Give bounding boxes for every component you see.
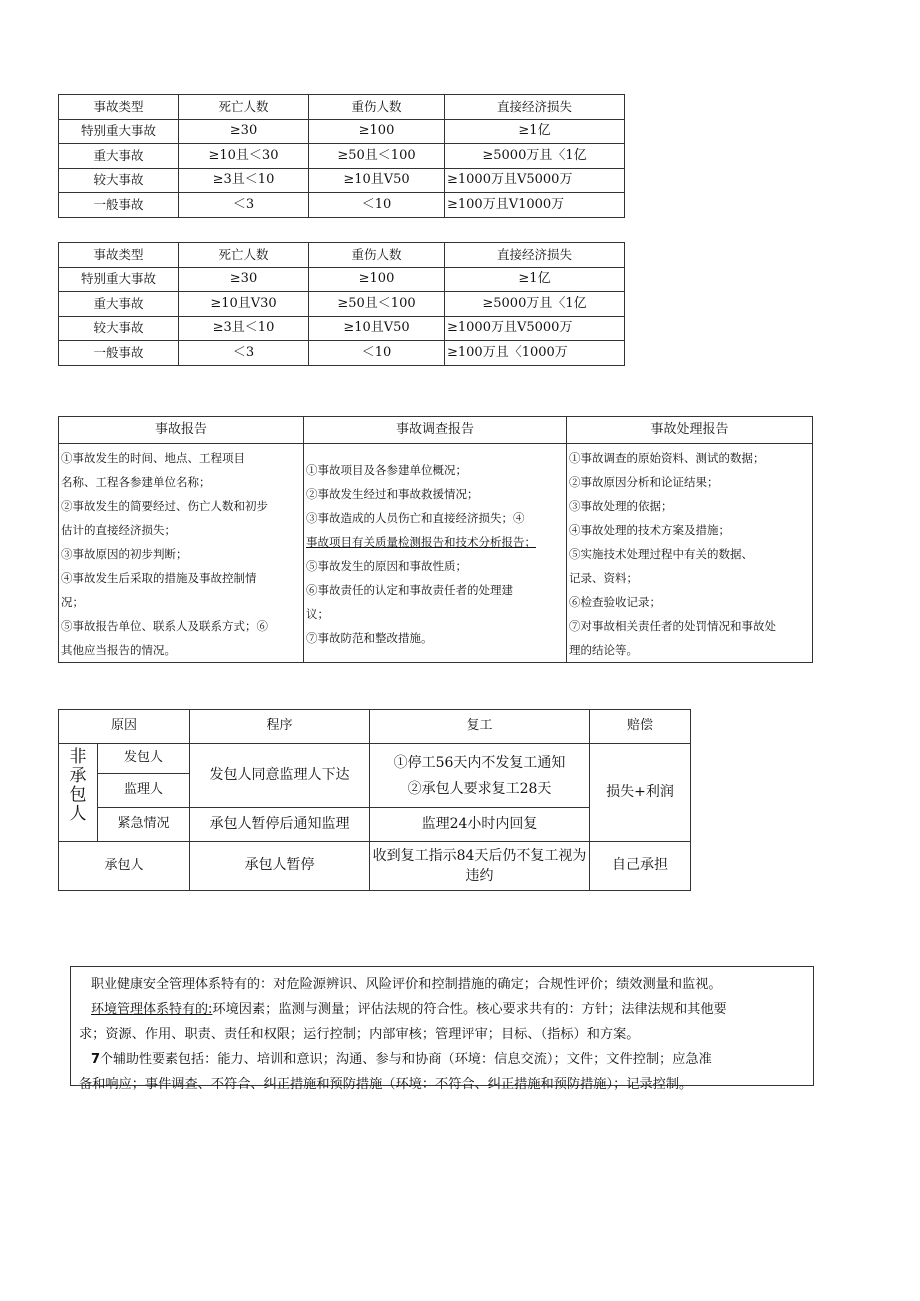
table-cell: 较大事故 [59,316,179,341]
text-line: ⑦对事故相关责任者的处罚情况和事故处 [569,619,776,633]
header-cell: 复工 [370,710,590,744]
text-line: ⑥检查验收记录； [569,595,661,609]
non-contractor-label: 非承包人 [69,747,87,824]
table-cell: 紧急情况 [98,808,190,842]
header-cell: 事故报告 [59,417,304,444]
table-cell: ＜10 [309,193,445,218]
header-cell: 赔偿 [590,710,691,744]
table-row [59,144,625,169]
header-cell: 事故处理报告 [567,417,813,444]
text-line: ①事故调查的原始资料、测试的数据； [569,451,765,465]
text-line: ⑦事故防范和整改措施。 [306,631,433,645]
text-line: 其他应当报告的情况。 [61,643,176,657]
table-cell: 收到复工指示84天后仍不复工视为违约 [370,842,590,891]
aux-text: ：能力、培训和意识；沟通、参与和协商（环境：信息交流）；文件；文件控制；应急准 [204,1052,712,1067]
table-cell: 监理人 [98,774,190,808]
table-cell: 发包人同意监理人下达 [190,744,370,808]
table-cell: 重大事故 [59,292,179,317]
table-cell: ≥50且＜100 [309,144,445,169]
investigation-report-content [304,444,567,663]
table-cell: ≥1亿 [445,267,625,292]
ohs-text: ：对危险源辨识、风险评价和控制措施的确定；合规性评价；绩效测量和监视。 [260,977,722,992]
text-line: ①事故项目及各参建单位概况； [306,463,467,477]
table-cell: ≥100 [309,267,445,292]
aux-label: 个辅助性要素包括 [100,1052,205,1067]
table-row [59,316,625,341]
text-line: 况； [61,595,84,609]
header-cell: 直接经济损失 [445,243,625,268]
ohs-label: 职业健康安全管理体系特有的 [91,977,261,992]
non-contractor-group-cell [59,744,98,842]
text-line: ③事故原因的初步判断； [61,547,188,561]
text-line: 理的结论等。 [569,643,638,657]
table-cell: ≥10且V50 [309,168,445,193]
table-cell: 发包人 [98,744,190,774]
text-line: ②事故发生经过和事故救援情况； [306,487,479,501]
table-cell: 承包人暂停 [190,842,370,891]
table-cell: 特别重大事故 [59,119,179,144]
text-line: ②事故原因分析和论证结果； [569,475,719,489]
table-cell: 特别重大事故 [59,267,179,292]
table-row [59,292,625,317]
table-cell: 一般事故 [59,341,179,366]
table-cell: ≥100 [309,119,445,144]
text-line: ①停工56天内不发复工通知 [393,754,566,771]
table-cell: 重大事故 [59,144,179,169]
text-line: ⑤事故报告单位、联系人及联系方式；⑥ [61,619,268,633]
table-cell: ＜3 [179,341,309,366]
text-line: ①事故发生的时间、地点、工程项目 [61,451,245,465]
table-row [59,341,625,366]
text-line: ⑤实施技术处理过程中有关的数据、 [569,547,753,561]
table-cell: 损失+利润 [590,744,691,842]
text-line: ④事故处理的技术方案及措施； [569,523,730,537]
aux-number: 7 [91,1052,101,1067]
table-header-row [59,417,813,444]
table-row [59,119,625,144]
work-suspension-table [58,709,691,891]
resume-conditions-cell [370,744,590,808]
table-header-row [59,710,691,744]
table-row [59,193,625,218]
table-cell: 监理24小时内回复 [370,808,590,842]
header-cell: 事故类型 [59,95,179,120]
header-cell: 事故类型 [59,243,179,268]
table-header-row [59,243,625,268]
text-line: ②事故发生的简要经过、伤亡人数和初步 [61,499,268,513]
table-cell: ≥1亿 [445,119,625,144]
table-cell: 承包人暂停后通知监理 [190,808,370,842]
table-cell: ≥3且＜10 [179,316,309,341]
text-line: ④事故发生后采取的措施及事故控制情 [61,571,257,585]
text-line: ③事故处理的依据； [569,499,673,513]
table-row [59,444,813,663]
header-cell: 重伤人数 [309,95,445,120]
header-cell: 原因 [59,710,190,744]
table-row [59,744,691,774]
table-row [59,267,625,292]
text-line: 记录、资料； [569,571,638,585]
header-cell: 死亡人数 [179,243,309,268]
accident-report-content [59,444,304,663]
accident-report-table [58,416,813,663]
table-cell: 一般事故 [59,193,179,218]
header-cell: 程序 [190,710,370,744]
text-line: 事故项目有关质量检测报告和技术分析报告； [306,535,536,549]
management-system-notes [70,966,814,1092]
text-line: ⑤事故发生的原因和事故性质； [306,559,467,573]
text-line: ②承包人要求复工28天 [407,780,552,797]
text-line: 名称、工程各参建单位名称； [61,475,211,489]
header-cell: 重伤人数 [309,243,445,268]
table-cell: ＜10 [309,341,445,366]
text-line [79,972,807,997]
table-cell: ≥100万且V1000万 [445,193,625,218]
table-cell: ≥100万且〈1000万 [445,341,625,366]
table-cell: ≥3且＜10 [179,168,309,193]
table-row [59,842,691,891]
table-cell: ≥10且V30 [179,292,309,317]
table-cell: ≥5000万且〈1亿 [445,144,625,169]
header-cell: 死亡人数 [179,95,309,120]
text-line: ⑥事故责任的认定和事故责任者的处理建 [306,583,513,597]
table-cell: ≥5000万且〈1亿 [445,292,625,317]
text-line: 议； [306,607,329,621]
table-cell: 承包人 [59,842,190,891]
accident-classification-table-2 [58,242,625,366]
text-line: 求；资源、作用、职责、责任和权限；运行控制；内部审核；管理评审；目标、（指标）和方案。 [79,1027,640,1042]
table-cell: ≥1000万且V5000万 [445,316,625,341]
table-cell: 较大事故 [59,168,179,193]
text-line: 估计的直接经济损失； [61,523,176,537]
table-row [59,168,625,193]
table-cell: ≥10且V50 [309,316,445,341]
handling-report-content [567,444,813,663]
table-header-row [59,95,625,120]
table-cell: ≥1000万且V5000万 [445,168,625,193]
text-line [79,1047,807,1072]
header-cell: 事故调查报告 [304,417,567,444]
accident-classification-table-1 [58,94,625,218]
table-cell: ≥10且＜30 [179,144,309,169]
text-line: ③事故造成的人员伤亡和直接经济损失；④ [306,511,525,525]
table-cell: ≥30 [179,119,309,144]
table-cell: 自己承担 [590,842,691,891]
env-label: 环境管理体系特有的: [91,1002,213,1017]
text-line: 备和响应；事件调查、不符合、纠正措施和预防措施（环境：不符合、纠正措施和预防措施）；记录控制。 [79,1077,693,1092]
table-cell: ≥50且＜100 [309,292,445,317]
env-text: 环境因素；监测与测量；评估法规的符合性。核心要求共有的：方针；法律法规和其他要 [212,1002,727,1017]
text-line [79,997,807,1022]
table-cell: ≥30 [179,267,309,292]
header-cell: 直接经济损失 [445,95,625,120]
table-cell: ＜3 [179,193,309,218]
